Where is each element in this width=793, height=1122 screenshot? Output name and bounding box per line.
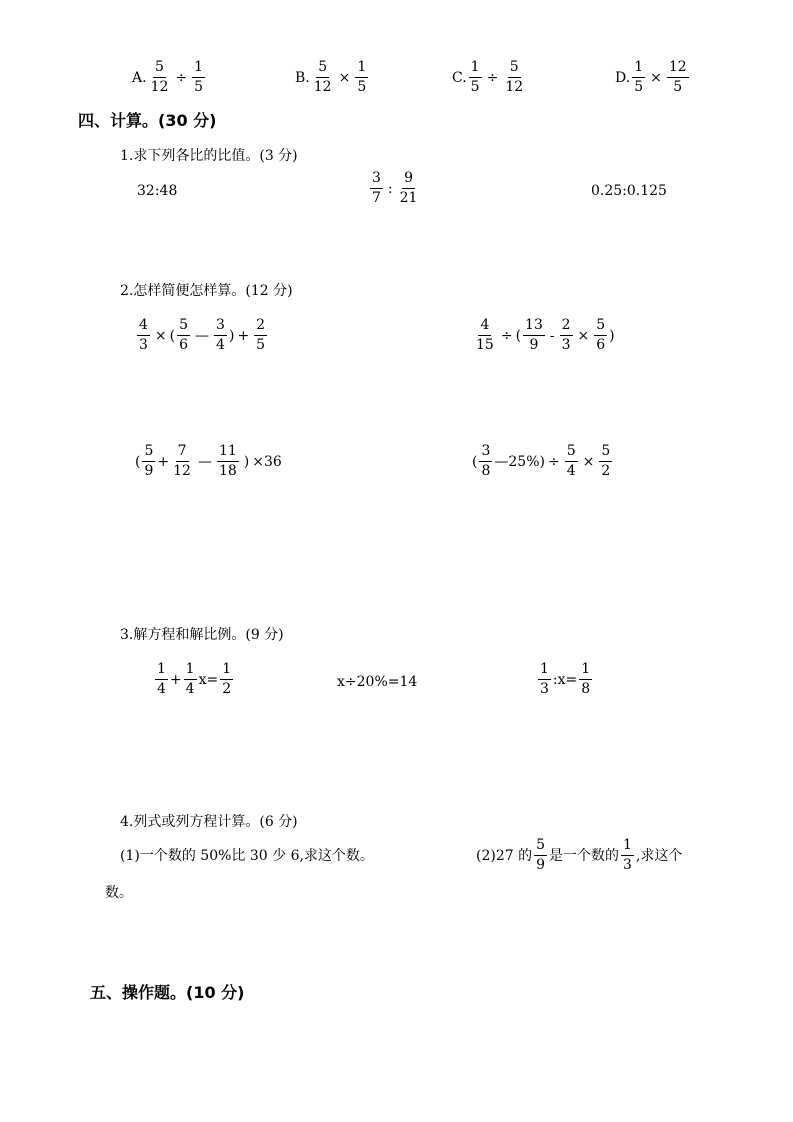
q4-problem-2: (2)27 的 $\frac{5}{9}$ 是一个数的 $\frac{1}{3}$ ,求这个 xyxy=(476,837,683,874)
q4-problem-1: (1)一个数的 50%比 30 少 6,求这个数。 xyxy=(120,848,374,864)
q2-expr-2: $\frac{4}{15}$ ÷ ( $\frac{13}{9}$ - $\frac{2}{3}$ × $\frac{5}{6}$ ) xyxy=(476,317,615,354)
q1-item-b xyxy=(368,171,421,207)
q3-equation-2: x÷20%=14 xyxy=(337,674,418,690)
fraction: $\frac{5}{12}$ xyxy=(150,59,169,96)
q1-title: 1.求下列各比的比值。(3 分) xyxy=(120,148,298,164)
fraction: $\frac{3}{7}$ xyxy=(372,170,381,207)
section-5-title: 五、操作题。(10 分) xyxy=(90,983,245,1002)
q3-equation-1: $\frac{1}{4}$ + $\frac{1}{4}$ x= $\frac{1}{2}$ xyxy=(157,661,232,698)
option-b xyxy=(295,60,370,96)
operator: ÷ xyxy=(175,69,188,86)
q4-title: 4.列式或列方程计算。(6 分) xyxy=(120,814,298,830)
option-label: B. xyxy=(295,69,310,86)
option-d xyxy=(615,60,691,96)
fraction: $\frac{1}{5}$ xyxy=(194,59,204,96)
section-4-title: 四、计算。(30 分) xyxy=(78,111,217,130)
q3-proportion: $\frac{1}{3}$ :x= $\frac{1}{8}$ xyxy=(540,661,591,698)
option-label: A. xyxy=(132,69,147,86)
fraction: $\frac{5}{12}$ xyxy=(505,59,524,96)
fraction: $\frac{9}{21}$ xyxy=(399,170,418,207)
q2-expr-4: ( $\frac{3}{8}$ —25%) ÷ $\frac{5}{4}$ × $\frac{5}{2}$ xyxy=(472,443,611,480)
q2-expr-1: $\frac{4}{3}$ × ( $\frac{5}{6}$ — $\frac{3}{4}$ ) + $\frac{2}{5}$ xyxy=(139,317,266,354)
operator: × xyxy=(338,69,351,86)
fraction: $\frac{12}{5}$ xyxy=(668,59,687,96)
option-a xyxy=(132,60,207,96)
q1-item-c: 0.25:0.125 xyxy=(591,183,667,199)
operator: ÷ xyxy=(486,69,499,86)
option-label: C. xyxy=(452,69,467,86)
option-c xyxy=(452,60,527,96)
q3-title: 3.解方程和解比例。(9 分) xyxy=(120,627,284,643)
operator: × xyxy=(650,69,662,86)
q2-title: 2.怎样简便怎样算。(12 分) xyxy=(120,283,293,299)
q4-problem-2-continued: 数。 xyxy=(105,885,133,901)
fraction: $\frac{1}{5}$ xyxy=(470,59,480,96)
q1-item-a: 32:48 xyxy=(137,183,178,199)
fraction: $\frac{1}{5}$ xyxy=(634,59,644,96)
ratio-sign: : xyxy=(387,180,393,197)
q2-expr-3: ( $\frac{5}{9}$ + $\frac{7}{12}$ — $\frac{11}{18}$ ) ×36 xyxy=(135,443,282,480)
fraction: $\frac{5}{12}$ xyxy=(313,59,332,96)
option-label: D. xyxy=(615,69,631,86)
fraction: $\frac{1}{5}$ xyxy=(357,59,367,96)
